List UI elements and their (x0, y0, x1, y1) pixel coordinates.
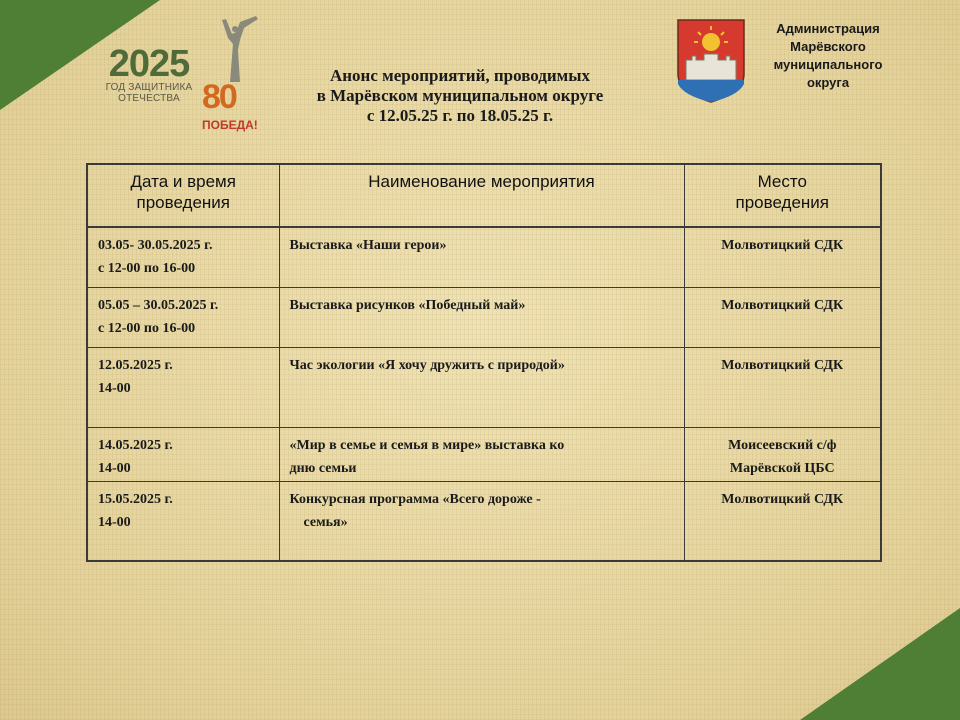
victory-number: 80 (202, 78, 236, 116)
table-row (87, 481, 881, 561)
cell-date (87, 227, 279, 287)
cell-venue (684, 427, 881, 481)
cell-event-name (279, 427, 684, 481)
cell-event-name (279, 227, 684, 287)
administration-label (752, 20, 904, 92)
cell-date (87, 287, 279, 347)
cell-venue (684, 481, 881, 561)
header-venue (684, 164, 881, 227)
table-row (87, 227, 881, 287)
cell-date (87, 427, 279, 481)
victory-text: ПОБЕДА! (202, 118, 258, 132)
cell-event-name (279, 287, 684, 347)
corner-triangle-bottom-right (800, 608, 960, 720)
time-text: 14-00 (98, 460, 131, 476)
event-name-line1: «Мир в семье и семья в мире» выставка ко (289, 437, 565, 453)
table-row (87, 427, 881, 481)
title-line-1: Анонс мероприятий, проводимых (329, 66, 591, 85)
admin-line-4: округа (806, 75, 850, 90)
motherland-statue-icon (200, 14, 268, 84)
year-of-defender-logo (104, 43, 194, 104)
date-text: 03.05- 30.05.2025 г. (98, 238, 213, 253)
event-name-line2: семья» (303, 514, 348, 530)
header-name-text: Наименование мероприятия (368, 172, 595, 191)
table-row (87, 287, 881, 347)
cell-venue (684, 347, 881, 427)
table-header-row (87, 164, 881, 227)
venue-line1: Молвотицкий СДК (721, 357, 844, 373)
event-name-line1: Выставка «Наши герои» (289, 238, 447, 253)
events-table (86, 163, 882, 562)
admin-line-2: Марёвского (790, 39, 866, 54)
coat-of-arms-icon (676, 18, 746, 104)
header-event-name (279, 164, 684, 227)
event-name-line1: Час экологии «Я хочу дружить с природой» (289, 357, 565, 373)
date-text: 14.05.2025 г. (98, 437, 173, 453)
cell-date (87, 347, 279, 427)
logo-caption-line1: ГОД ЗАЩИТНИКА (105, 82, 193, 93)
cell-event-name (279, 347, 684, 427)
cell-date (87, 481, 279, 561)
event-name-line1: Выставка рисунков «Победный май» (289, 297, 526, 313)
cell-venue (684, 287, 881, 347)
header-date-line2: проведения (136, 193, 230, 212)
date-text: 12.05.2025 г. (98, 357, 173, 373)
event-name-line1: Конкурсная программа «Всего дороже - (289, 491, 541, 507)
venue-line1: Моисеевский с/ф (728, 437, 837, 453)
venue-line1: Молвотицкий СДК (721, 491, 844, 507)
victory-80-logo (200, 14, 268, 132)
admin-line-1: Администрация (776, 21, 880, 36)
time-text: с 12-00 по 16-00 (98, 261, 196, 276)
time-text: 14-00 (98, 380, 131, 396)
title-line-2: в Марёвском муниципальном округе (316, 86, 604, 105)
logo-caption-line2: ОТЕЧЕСТВА (118, 93, 180, 104)
time-text: с 12-00 по 16-00 (98, 320, 196, 336)
time-text: 14-00 (98, 514, 131, 530)
header-date-time (87, 164, 279, 227)
event-name-line2: дню семьи (289, 460, 357, 476)
table-row (87, 347, 881, 427)
header-date-line1: Дата и время (130, 172, 236, 191)
venue-line1: Молвотицкий СДК (721, 297, 844, 313)
admin-line-3: муниципального (773, 57, 883, 72)
header-place-line2: проведения (735, 193, 829, 212)
title-line-3: с 12.05.25 г. по 18.05.25 г. (366, 106, 554, 125)
date-text: 05.05 – 30.05.2025 г. (98, 297, 219, 313)
venue-line2: Марёвской ЦБС (729, 460, 835, 476)
date-text: 15.05.2025 г. (98, 491, 173, 507)
cell-venue (684, 227, 881, 287)
venue-line1: Молвотицкий СДК (721, 238, 844, 253)
page-title (270, 66, 650, 126)
logo-year: 2025 (108, 43, 190, 85)
cell-event-name (279, 481, 684, 561)
header-place-line1: Место (757, 172, 807, 191)
